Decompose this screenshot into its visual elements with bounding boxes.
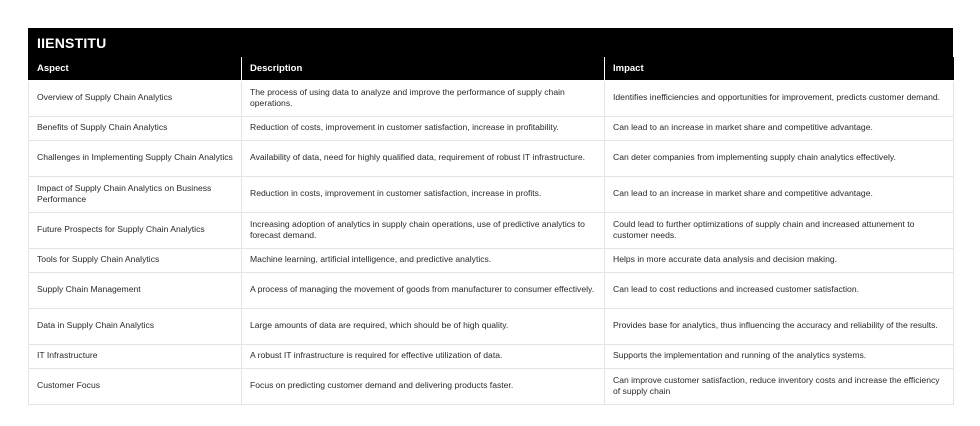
cell-aspect: Supply Chain Management <box>29 272 242 308</box>
table-row <box>29 80 954 116</box>
cell-description: Availability of data, need for highly qualified data, requirement of robust IT infrastructure. <box>242 140 605 176</box>
cell-description: Large amounts of data are required, which should be of high quality. <box>242 308 605 344</box>
table-row <box>29 308 954 344</box>
cell-impact: Can lead to an increase in market share and competitive advantage. <box>605 116 954 140</box>
cell-aspect: Tools for Supply Chain Analytics <box>29 248 242 272</box>
cell-description: A process of managing the movement of goods from manufacturer to consumer effectively. <box>242 272 605 308</box>
cell-description: Reduction of costs, improvement in customer satisfaction, increase in profitability. <box>242 116 605 140</box>
cell-impact: Provides base for analytics, thus influencing the accuracy and reliability of the results. <box>605 308 954 344</box>
cell-impact: Helps in more accurate data analysis and decision making. <box>605 248 954 272</box>
cell-aspect: Impact of Supply Chain Analytics on Business Performance <box>29 176 242 212</box>
table-row <box>29 140 954 176</box>
cell-description: Focus on predicting customer demand and delivering products faster. <box>242 368 605 404</box>
header-row <box>29 57 954 80</box>
cell-aspect: Benefits of Supply Chain Analytics <box>29 116 242 140</box>
table-row <box>29 116 954 140</box>
table-row <box>29 248 954 272</box>
cell-impact: Can improve customer satisfaction, reduce inventory costs and increase the efficiency of supply chain <box>605 368 954 404</box>
cell-impact: Can lead to cost reductions and increased customer satisfaction. <box>605 272 954 308</box>
data-table <box>28 57 954 405</box>
brand-title: IIENSTITU <box>28 28 953 57</box>
cell-description: Increasing adoption of analytics in supply chain operations, use of predictive analytics to forecast demand. <box>242 212 605 248</box>
table-body <box>29 80 954 404</box>
cell-impact: Could lead to further optimizations of supply chain and increased attunement to customer needs. <box>605 212 954 248</box>
column-header-aspect: Aspect <box>29 57 242 80</box>
cell-impact: Supports the implementation and running of the analytics systems. <box>605 344 954 368</box>
column-header-description: Description <box>242 57 605 80</box>
cell-aspect: Overview of Supply Chain Analytics <box>29 80 242 116</box>
table-header <box>29 57 954 80</box>
cell-aspect: Future Prospects for Supply Chain Analytics <box>29 212 242 248</box>
cell-description: The process of using data to analyze and improve the performance of supply chain operations. <box>242 80 605 116</box>
cell-impact: Can deter companies from implementing supply chain analytics effectively. <box>605 140 954 176</box>
cell-description: Machine learning, artificial intelligence, and predictive analytics. <box>242 248 605 272</box>
table-container <box>28 28 953 405</box>
cell-description: Reduction in costs, improvement in customer satisfaction, increase in profits. <box>242 176 605 212</box>
cell-description: A robust IT infrastructure is required for effective utilization of data. <box>242 344 605 368</box>
cell-impact: Can lead to an increase in market share and competitive advantage. <box>605 176 954 212</box>
cell-aspect: Challenges in Implementing Supply Chain Analytics <box>29 140 242 176</box>
column-header-impact: Impact <box>605 57 954 80</box>
cell-impact: Identifies inefficiencies and opportunities for improvement, predicts customer demand. <box>605 80 954 116</box>
table-row <box>29 344 954 368</box>
cell-aspect: Customer Focus <box>29 368 242 404</box>
table-row <box>29 176 954 212</box>
table-row <box>29 212 954 248</box>
table-row <box>29 368 954 404</box>
cell-aspect: IT Infrastructure <box>29 344 242 368</box>
table-row <box>29 272 954 308</box>
cell-aspect: Data in Supply Chain Analytics <box>29 308 242 344</box>
